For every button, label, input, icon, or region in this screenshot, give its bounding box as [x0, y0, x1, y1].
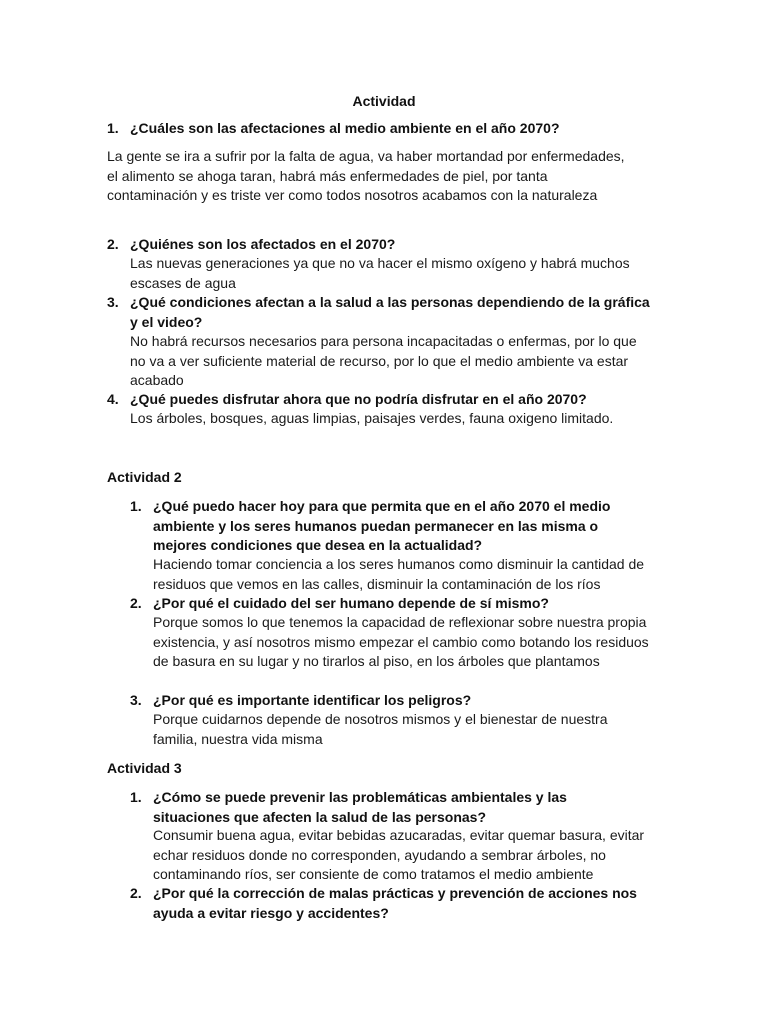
question-3-1 [130, 788, 613, 827]
question-4 [107, 390, 650, 410]
answer-2: Las nuevas generaciones ya que no va hacer el mismo oxígeno y habrá muchos escases de agua [130, 255, 630, 291]
question-text: ¿Por qué la corrección de malas prácticas y prevención de acciones nos ayuda a evitar riesgo y accidentes? [153, 885, 637, 921]
question-2-3 [130, 691, 673, 711]
answer-2-3: Porque cuidarnos depende de nosotros mismos y el bienestar de nuestra familia, nuestra vida misma [153, 711, 608, 747]
question-number: 1. [107, 120, 119, 136]
question-2-1 [130, 497, 645, 556]
section-title-3: Actividad 3 [107, 760, 182, 776]
document-title: Actividad [352, 93, 416, 109]
question-number: 3. [130, 692, 142, 708]
question-text: ¿Cómo se puede prevenir las problemáticas ambientales y las situaciones que afecten la salud de las personas? [153, 789, 567, 825]
question-text: ¿Por qué es importante identificar los peligros? [153, 692, 472, 708]
question-number: 1. [130, 498, 142, 514]
answer-2-1: Haciendo tomar conciencia a los seres humanos como disminuir la cantidad de residuos que vemos en las calles, disminuir la contaminación de los ríos [153, 556, 645, 592]
question-number: 2. [130, 885, 142, 901]
section-title-2: Actividad 2 [107, 469, 182, 485]
answer-3-1: Consumir buena agua, evitar bebidas azucaradas, evitar quemar basura, evitar echar residuos donde no corresponden, ayudando a sembrar árboles, no contaminando ríos, ser consiente de como tratamos el medio ambiente [153, 827, 645, 882]
question-number: 2. [130, 595, 142, 611]
question-3 [107, 293, 650, 332]
question-text: ¿Por qué el cuidado del ser humano depende de sí mismo? [153, 595, 549, 611]
answer-3: No habrá recursos necesarios para persona incapacitadas o enfermas, por lo que no va a ver suficiente material de recurso, por lo que el medio ambiente va estar acabado [130, 333, 637, 388]
question-2-2 [130, 594, 673, 614]
answer-1: La gente se ira a sufrir por la falta de agua, va haber mortandad por enfermedades, el alimento se ahoga taran, habrá más enfermedades de piel, por tanta contaminación y es triste ver como todos nosotros acabamos con la naturaleza [107, 148, 625, 204]
question-1 [107, 119, 650, 139]
question-text: ¿Cuáles son las afectaciones al medio ambiente en el año 2070? [130, 120, 560, 136]
question-number: 1. [130, 789, 142, 805]
question-number: 3. [107, 294, 119, 310]
question-2 [107, 235, 650, 255]
question-text: ¿Qué puedo hacer hoy para que permita que en el año 2070 el medio ambiente y los seres humanos puedan permanecer en las misma o mejores condiciones que desea en la actualidad? [153, 498, 611, 553]
question-text: ¿Qué puedes disfrutar ahora que no podría disfrutar en el año 2070? [130, 391, 587, 407]
answer-2-2: Porque somos lo que tenemos la capacidad de reflexionar sobre nuestra propia existencia, y así nosotros mismo empezar el cambio como botando los residuos de basura en su lugar y no tirarlos al piso, en los árboles que plantamos [153, 614, 649, 669]
question-number: 2. [107, 236, 119, 252]
question-3-2 [130, 884, 653, 923]
answer-4: Los árboles, bosques, aguas limpias, paisajes verdes, fauna oxigeno limitado. [130, 410, 614, 426]
question-text: ¿Quiénes son los afectados en el 2070? [130, 236, 396, 252]
question-text: ¿Qué condiciones afectan a la salud a las personas dependiendo de la gráfica y el video? [130, 294, 650, 330]
question-number: 4. [107, 391, 119, 407]
